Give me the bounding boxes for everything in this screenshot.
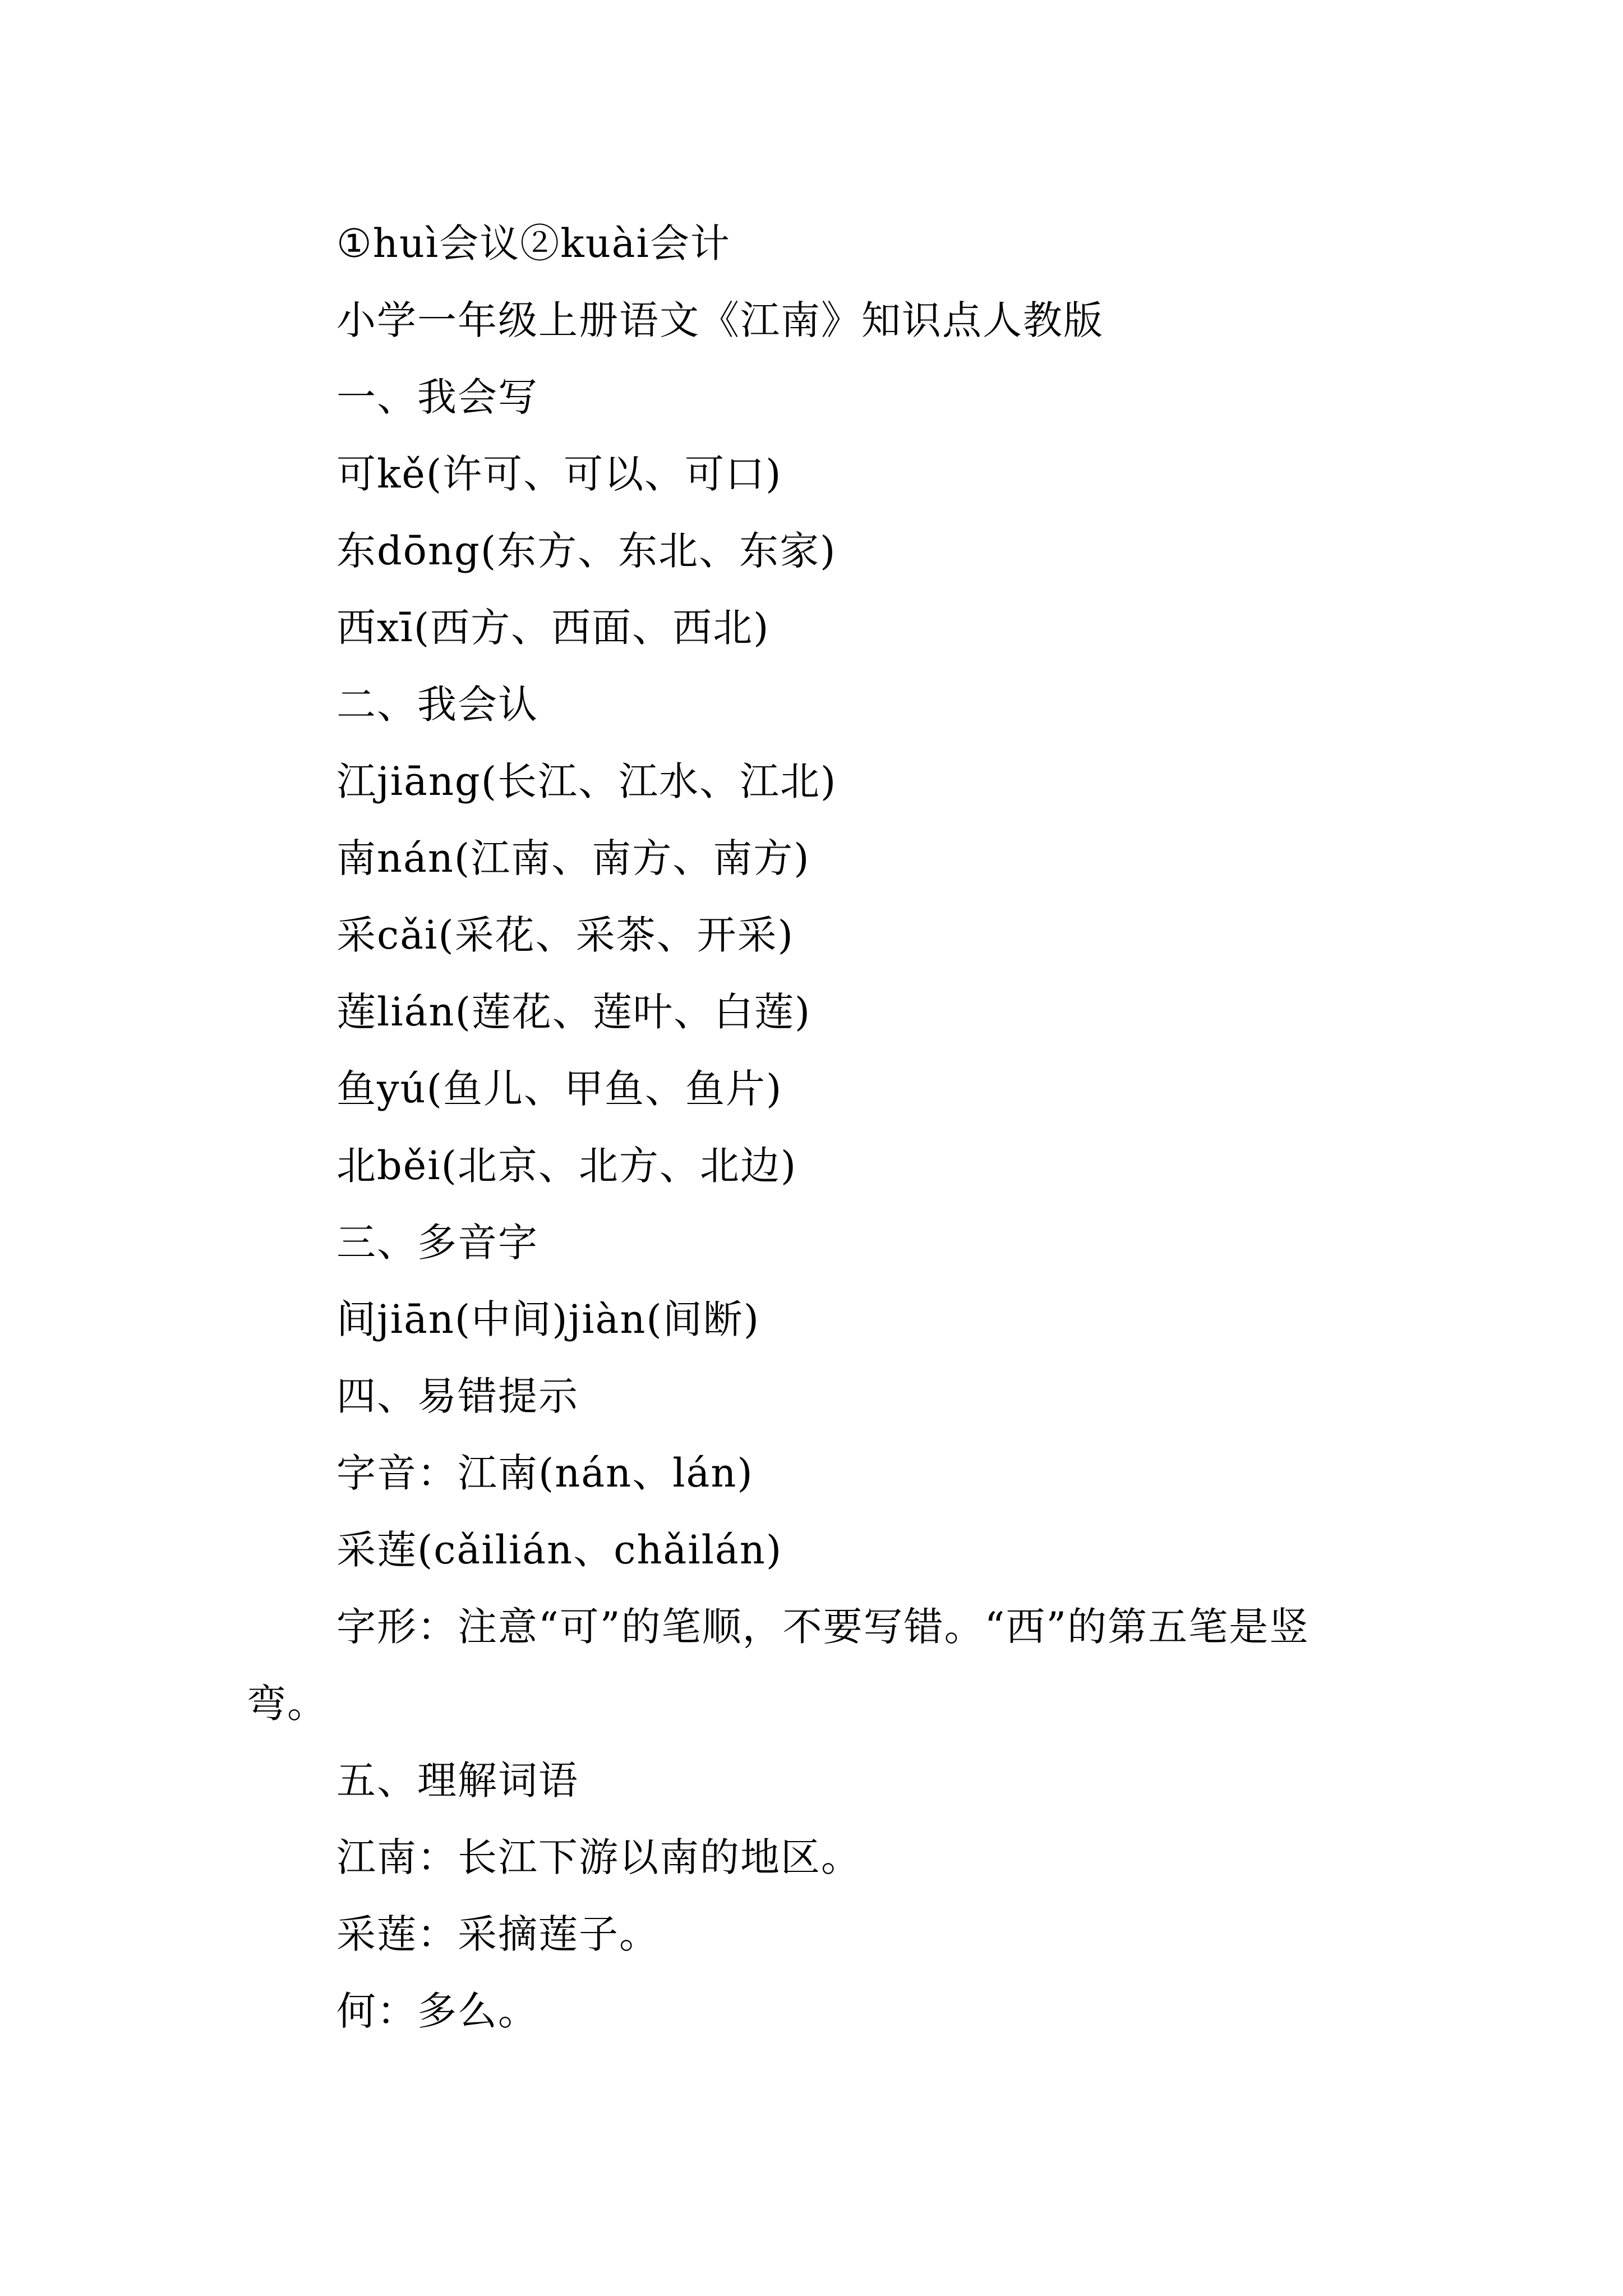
text-line: 江南：长江下游以南的地区。 [336, 1834, 861, 1880]
text-paragraph: 字形：注意“可”的笔顺，不要写错。“西”的第五笔是竖弯。 [247, 1604, 1310, 1727]
section-heading: 一、我会写 [336, 374, 538, 420]
text-line: 可kě(许可、可以、可口) [336, 451, 782, 497]
text-line: 南nán(江南、南方、南方) [336, 835, 810, 881]
text-line: 字音：江南(nán、lán) [336, 1450, 754, 1496]
text-line: ①huì会议②kuài会计 [336, 220, 731, 266]
text-line: 何：多么。 [336, 1988, 538, 2034]
section-heading: 三、多音字 [336, 1220, 538, 1266]
text-line: 采莲：采摘莲子。 [336, 1911, 660, 1957]
document-body [247, 205, 1380, 2050]
document-title: 小学一年级上册语文《江南》知识点人教版 [336, 297, 1104, 343]
text-line: 采cǎi(采花、采茶、开采) [336, 912, 794, 958]
text-line: 鱼yú(鱼儿、甲鱼、鱼片) [336, 1066, 783, 1112]
section-heading: 五、理解词语 [336, 1757, 579, 1803]
text-line: 东dōng(东方、东北、东家) [336, 528, 837, 574]
text-line: 莲lián(莲花、莲叶、白莲) [336, 989, 811, 1035]
section-heading: 二、我会认 [336, 682, 538, 728]
text-line: 江jiāng(长江、江水、江北) [336, 758, 837, 804]
text-line: 北běi(北京、北方、北边) [336, 1143, 797, 1189]
section-heading: 四、易错提示 [336, 1373, 579, 1419]
text-line: 西xī(西方、西面、西北) [336, 605, 770, 651]
text-line: 采莲(cǎilián、chǎilán) [336, 1527, 783, 1573]
text-line: 间jiān(中间)jiàn(间断) [336, 1296, 760, 1342]
